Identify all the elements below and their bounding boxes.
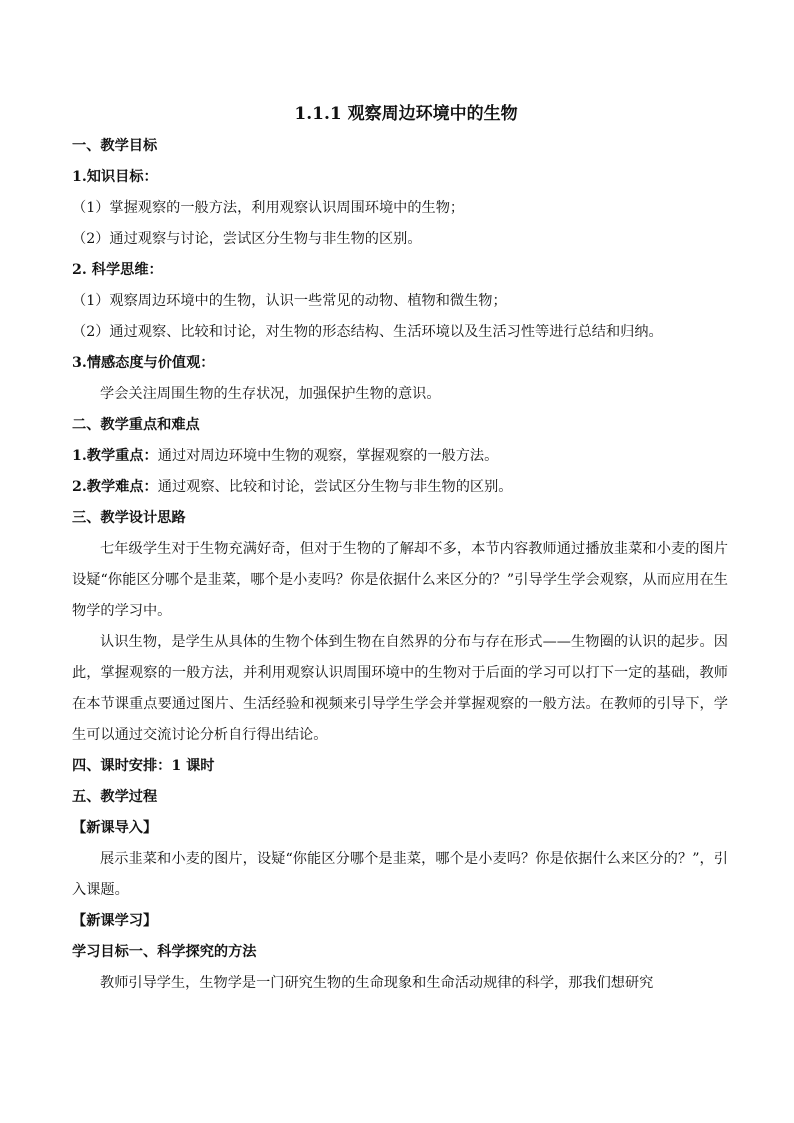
- key-point-label: 1.教学重点：: [72, 448, 158, 464]
- subheading-new-lesson: 【新课学习】: [72, 913, 158, 929]
- intro-paragraph: 展示韭菜和小麦的图片，设疑“你能区分哪个是韭菜，哪个是小麦吗？你是依据什么来区分的？”，引入课题。: [72, 851, 728, 898]
- knowledge-goal-item-2: （2）通过观察与讨论，尝试区分生物与非生物的区别。: [72, 231, 422, 247]
- thinking-item-1: （1）观察周边环境中的生物，认识一些常见的动物、植物和微生物；: [72, 293, 507, 309]
- section-heading-process: 五、教学过程: [72, 789, 158, 805]
- section-heading-design: 三、教学设计思路: [72, 510, 186, 526]
- design-paragraph-1: 七年级学生对于生物充满好奇，但对于生物的了解却不多，本节内容教师通过播放韭菜和小麦的图片设疑“你能区分哪个是韭菜，哪个是小麦吗？你是依据什么来区分的？”引导学生学会观察，从而应用在生物学的学习中。: [72, 541, 728, 619]
- design-paragraph-2: 认识生物，是学生从具体的生物个体到生物在自然界的分布与存在形式——生物圈的认识的起步。因此，掌握观察的一般方法，并利用观察认识周围环境中的生物对于后面的学习可以打下一定的基础，教师在本节课重点要通过图片、生活经验和视频来引导学生学会并掌握观察的一般方法。在教师的引导下，学生可以通过交流讨论分析自行得出结论。: [72, 634, 728, 743]
- thinking-item-2: （2）通过观察、比较和讨论，对生物的形态结构、生活环境以及生活习性等进行总结和归纳。: [72, 324, 663, 340]
- subheading-intro: 【新课导入】: [72, 820, 158, 836]
- section-heading-key-points: 二、教学重点和难点: [72, 417, 200, 433]
- subheading-goal-one: 学习目标一、科学探究的方法: [72, 944, 257, 960]
- section-heading-objectives: 一、教学目标: [72, 138, 158, 154]
- section-heading-schedule: 四、课时安排：1 课时: [72, 758, 215, 774]
- document-page: [72, 101, 728, 999]
- subheading-scientific-thinking: 2. 科学思维：: [72, 262, 163, 278]
- difficulty-text: 通过观察、比较和讨论，尝试区分生物与非生物的区别。: [157, 479, 513, 495]
- subheading-attitude-values: 3.情感态度与价值观：: [72, 355, 215, 371]
- goal-one-paragraph: 教师引导学生，生物学是一门研究生物的生命现象和生命活动规律的科学，那我们想研究: [100, 975, 654, 991]
- knowledge-goal-item-1: （1）掌握观察的一般方法，利用观察认识周围环境中的生物；: [72, 200, 465, 216]
- key-point-line: [72, 441, 728, 472]
- subheading-knowledge-goal: 1.知识目标：: [72, 169, 158, 185]
- attitude-item: 学会关注周围生物的生存状况，加强保护生物的意识。: [100, 386, 441, 402]
- difficulty-label: 2.教学难点：: [72, 479, 158, 495]
- difficulty-line: [72, 472, 728, 503]
- page-title: 1.1.1 观察周边环境中的生物: [294, 104, 518, 124]
- key-point-text: 通过对周边环境中生物的观察，掌握观察的一般方法。: [157, 448, 499, 464]
